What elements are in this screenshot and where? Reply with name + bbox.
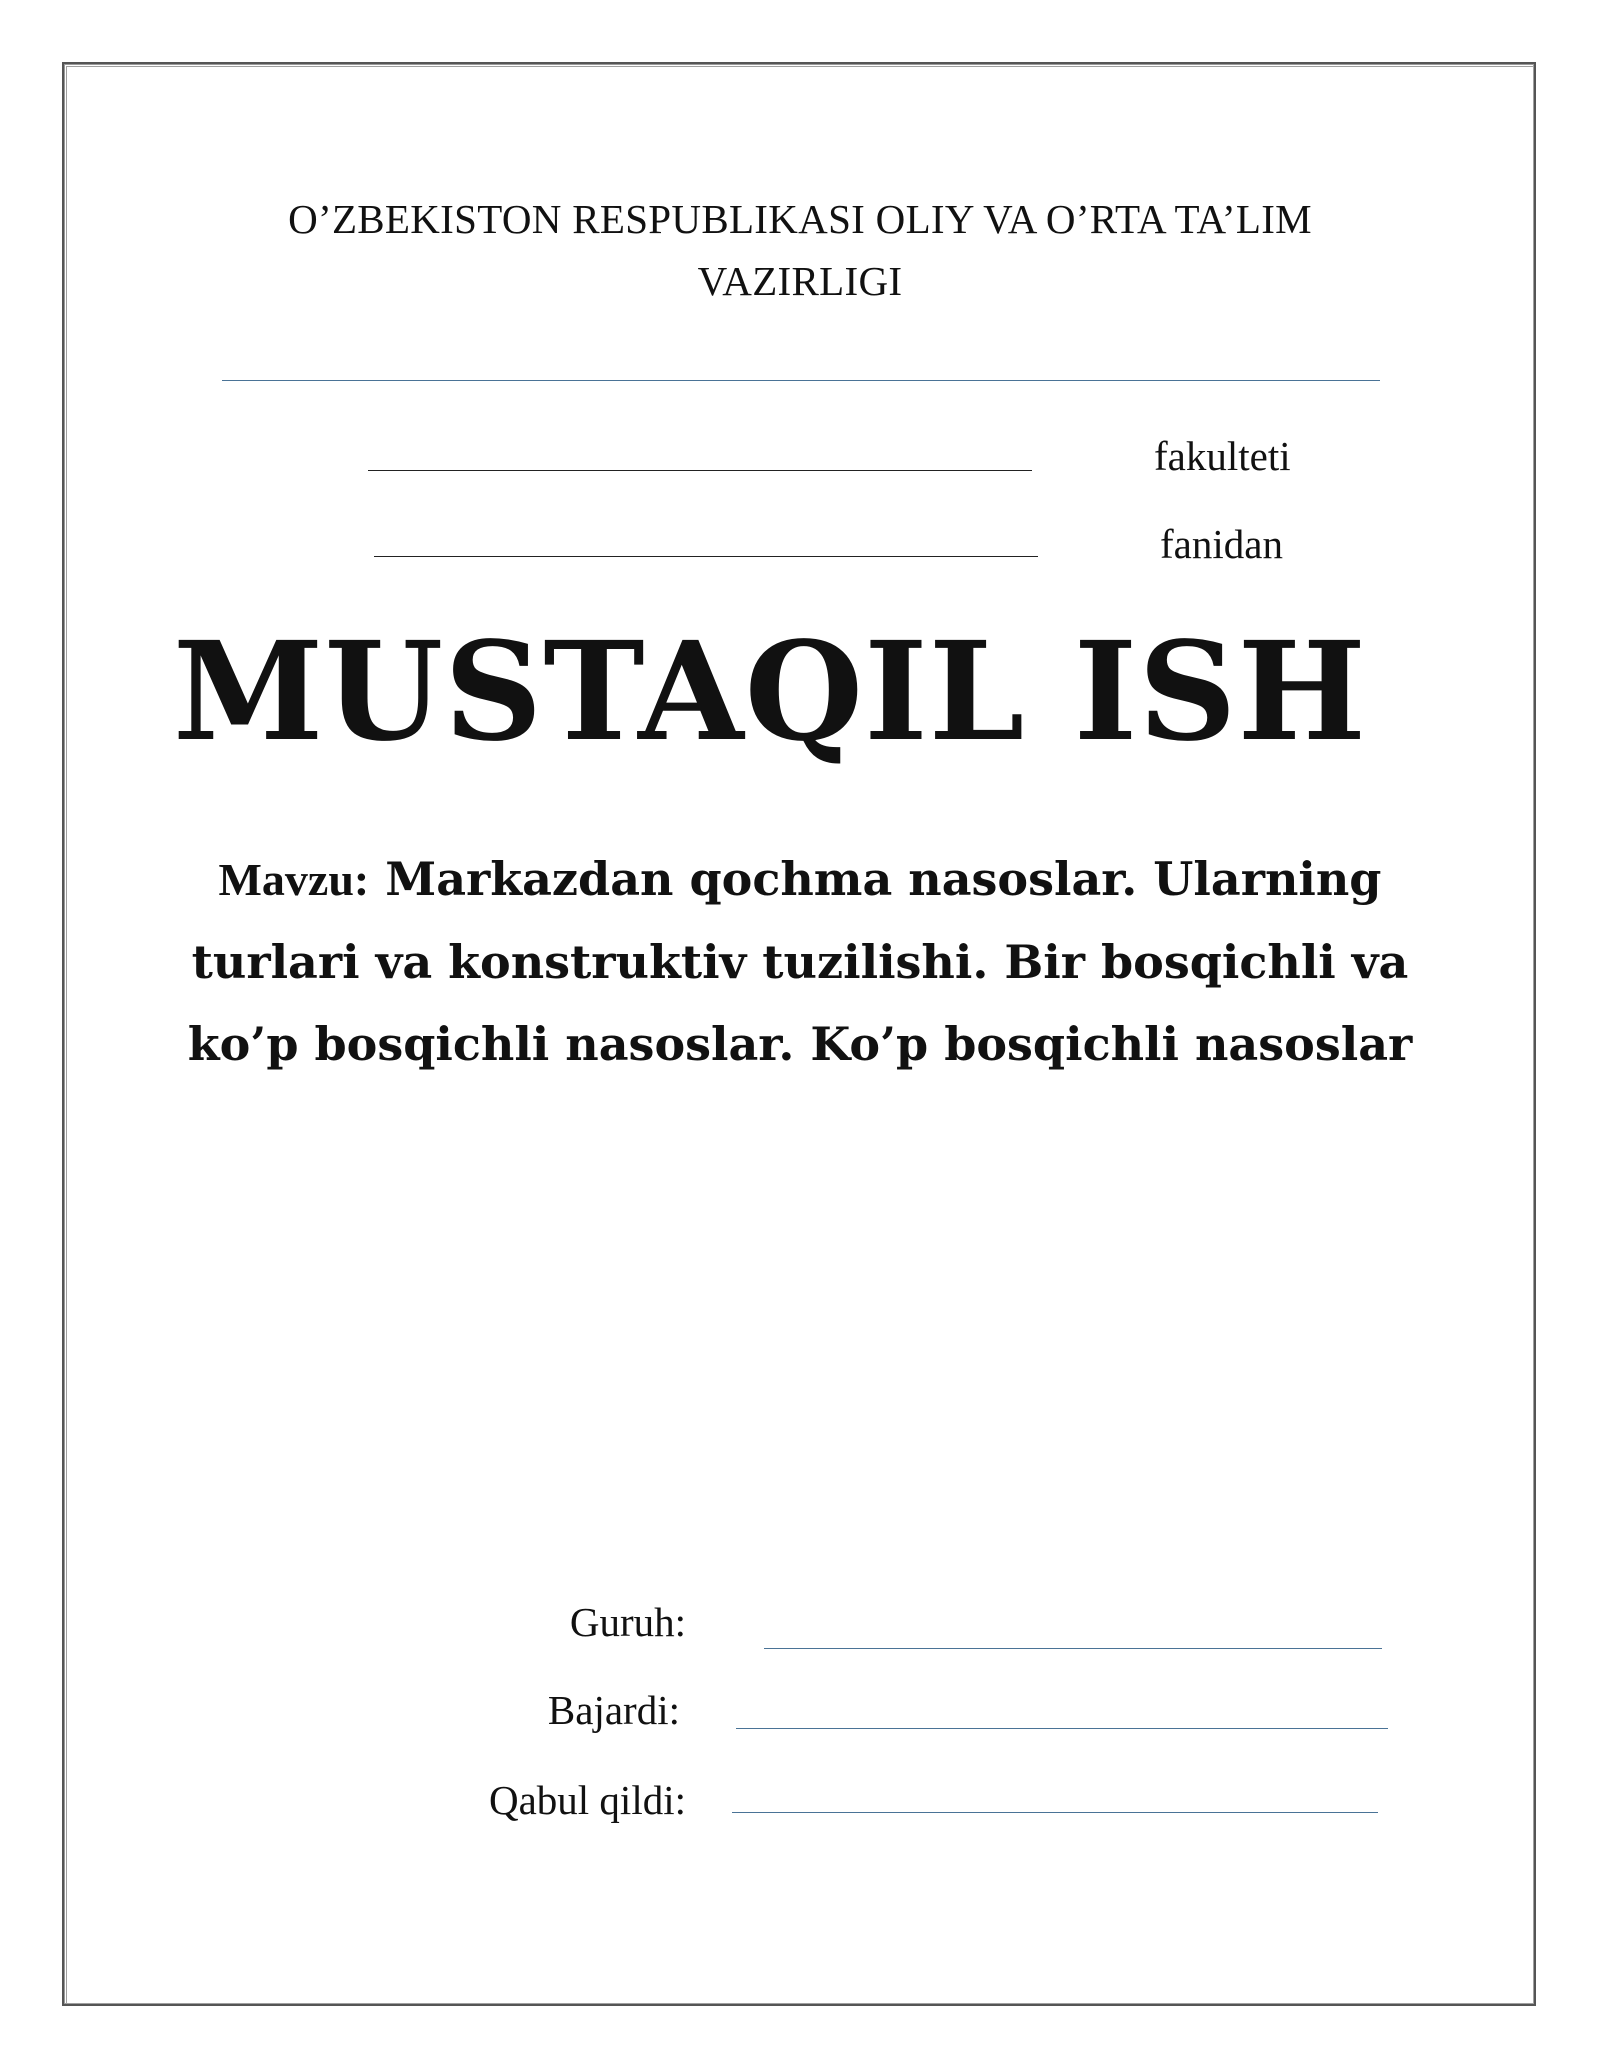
group-label: Guruh:	[569, 1599, 686, 1645]
topic-label: Mavzu:	[218, 854, 370, 905]
accepted-by-blank-line	[732, 1812, 1378, 1813]
subject-label: fanidan	[1160, 521, 1283, 567]
document-title: MUSTAQIL ISH	[172, 612, 1368, 772]
ministry-line-2: VAZIRLIGI	[697, 258, 903, 304]
institution-blank-line	[222, 380, 1380, 381]
done-by-blank-line	[736, 1728, 1388, 1729]
faculty-label: fakulteti	[1154, 433, 1291, 479]
group-blank-line	[764, 1648, 1382, 1649]
done-by-label: Bajardi:	[547, 1687, 680, 1733]
ministry-line-1: O’ZBEKISTON RESPUBLIKASI OLIY VA O’RTA TA’LIM	[288, 196, 1312, 242]
ministry-header	[140, 188, 1460, 312]
accepted-by-label: Qabul qildi:	[488, 1777, 686, 1823]
topic-block	[180, 838, 1420, 1085]
topic-text: Markazdan qochma nasoslar. Ularning turlari va konstruktiv tuzilishi. Bir bosqichli va ko’p bosqichli nasoslar. Ko’p bosqichli nasoslar	[187, 852, 1413, 1071]
subject-blank-line	[374, 556, 1038, 557]
faculty-blank-line	[368, 470, 1032, 471]
